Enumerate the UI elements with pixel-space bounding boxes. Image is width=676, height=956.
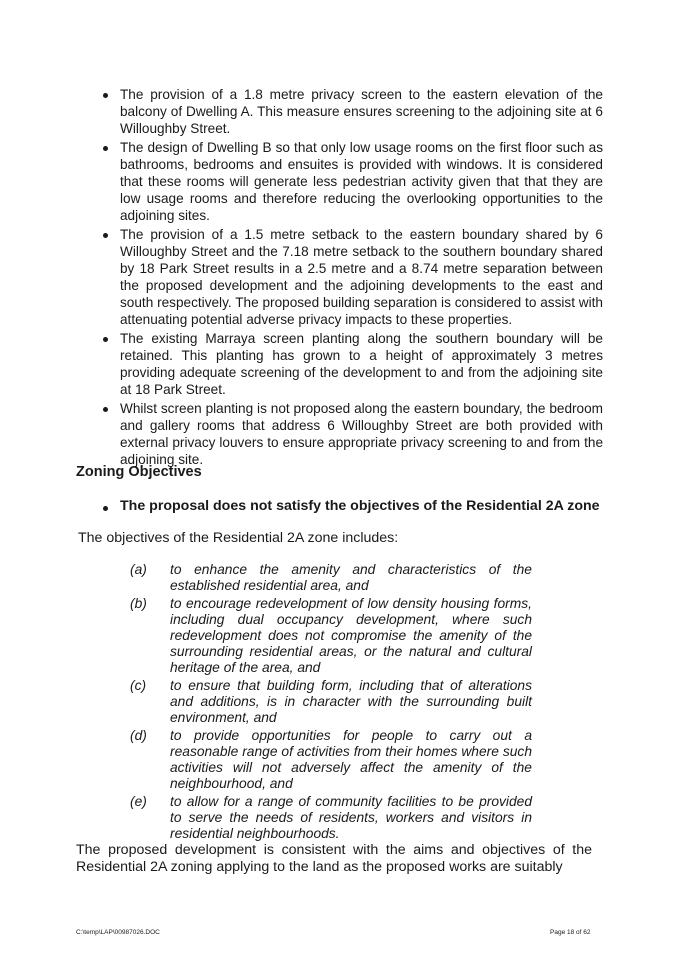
objectives-list xyxy=(130,562,532,844)
bullet-text: The existing Marraya screen planting along the southern boundary will be retained. This planting has grown to a height of approximately 3 metres providing adequate screening of the development to and from the adjoining site at 18 Park Street. xyxy=(120,331,603,397)
list-item xyxy=(88,86,603,137)
objective-text: to allow for a range of community facilities to be provided to serve the needs of residents, workers and visitors in residential neighbourhoods. xyxy=(170,794,532,841)
key-point xyxy=(88,498,640,514)
objective-label: (e) xyxy=(130,794,147,809)
bullet-icon xyxy=(103,233,108,238)
bullet-icon xyxy=(103,337,108,342)
bullet-icon xyxy=(103,407,108,412)
bullet-text: The provision of a 1.5 metre setback to the eastern boundary shared by 6 Willoughby Street and the 7.18 metre setback to the southern boundary shared by 18 Park Street results in a 2.5 metre and a 8.74 metre separation between the proposed development and the adjoining developments to the east and south respectively. The proposed building separation is considered to assist with attenuating potential adverse privacy impacts to these properties. xyxy=(120,227,603,327)
list-item xyxy=(88,330,603,398)
bullet-text: The design of Dwelling B so that only low usage rooms on the first floor such as bathrooms, bedrooms and ensuites is provided with windows. It is considered that these rooms will generate less pedestrian activity given that that they are low usage rooms and therefore reducing the overlooking opportunities to the adjoining sites. xyxy=(120,140,603,223)
section-heading: Zoning Objectives xyxy=(76,464,202,480)
list-item xyxy=(88,226,603,328)
objective-label: (c) xyxy=(130,678,147,693)
key-point-text: The proposal does not satisfy the objectives of the Residential 2A zone xyxy=(120,498,600,514)
bullet-icon xyxy=(103,506,108,511)
privacy-measures-list xyxy=(88,86,603,470)
objective-item xyxy=(130,562,532,594)
objectives-intro: The objectives of the Residential 2A zone includes: xyxy=(78,530,399,546)
objective-text: to encourage redevelopment of low density housing forms, including dual occupancy development, where such redevelopment does not compromise the amenity of the surrounding residential areas, or the natural and cultural heritage of the area, and xyxy=(170,596,532,675)
footer-file-path: C:\temp\LAP\00987026.DOC xyxy=(76,929,160,936)
list-item xyxy=(88,400,603,468)
objective-text: to provide opportunities for people to carry out a reasonable range of activities from their homes where such activities will not adversely affect the amenity of the neighbourhood, and xyxy=(170,728,532,791)
objective-item xyxy=(130,794,532,842)
bullet-icon xyxy=(103,93,108,98)
bullet-text: Whilst screen planting is not proposed along the eastern boundary, the bedroom and gallery rooms that address 6 Willoughby Street are both provided with external privacy louvers to ensure appropriate privacy screening to and from the adjoining site. xyxy=(120,401,603,467)
objective-text: to ensure that building form, including that of alterations and additions, is in character with the surrounding built environment, and xyxy=(170,678,532,725)
objective-item xyxy=(130,678,532,726)
list-item xyxy=(88,139,603,224)
objective-item xyxy=(130,596,532,676)
objective-text: to enhance the amenity and characteristics of the established residential area, and xyxy=(170,562,532,593)
conclusion-paragraph: The proposed development is consistent with the aims and objectives of the Residential 2A zoning applying to the land as the proposed works are suitably xyxy=(76,842,592,875)
bullet-text: The provision of a 1.8 metre privacy screen to the eastern elevation of the balcony of Dwelling A. This measure ensures screening to the adjoining site at 6 Willoughby Street. xyxy=(120,87,603,136)
objective-label: (a) xyxy=(130,562,147,577)
objective-label: (d) xyxy=(130,728,147,743)
objective-label: (b) xyxy=(130,596,147,611)
bullet-icon xyxy=(103,146,108,151)
objective-item xyxy=(130,728,532,792)
footer-page-number: Page 18 of 62 xyxy=(550,929,591,936)
